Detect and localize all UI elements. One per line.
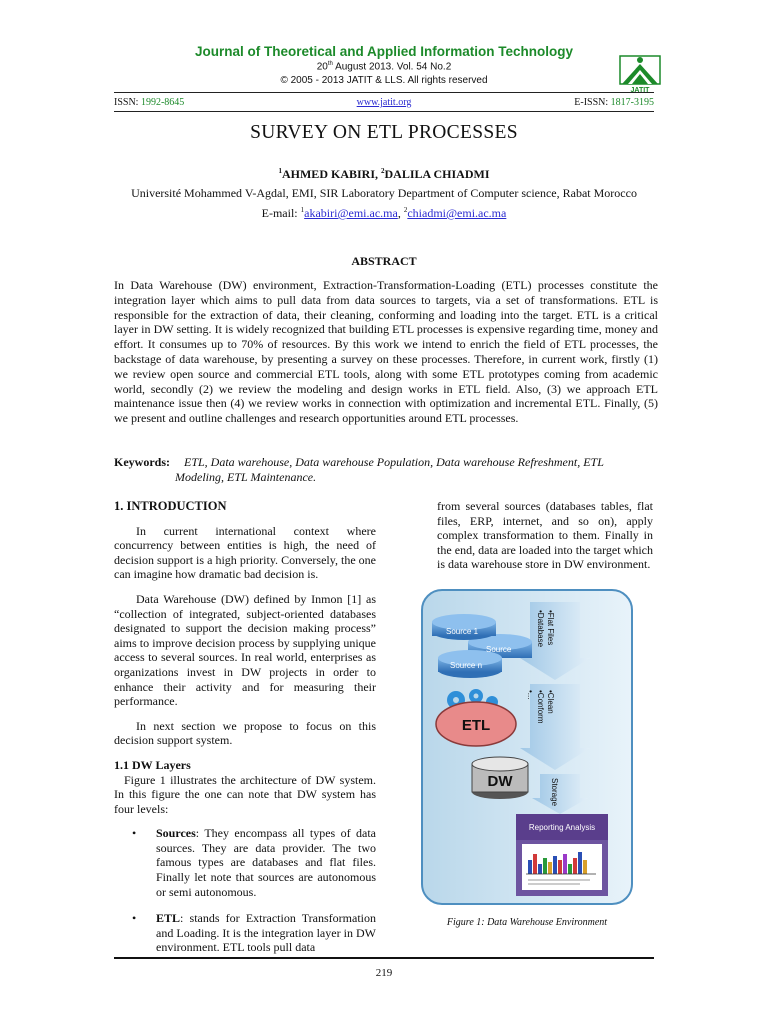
bullet-dot: • [132,826,137,841]
intro-paragraph-1: In current international context where concurrency between entities is high, the need of decision support is a high priority. Conversely, the one can imagine how dramatic bad decision is. [114,523,376,582]
issue-rest: August 2013. Vol. 54 No.2 [332,61,452,73]
abstract-text: In Data Warehouse (DW) environment, Extraction-Transformation-Loading (ETL) processes constitute the integration layer which aims to pull data from data sources to targets, via a set of transformations. ETL is responsible for the extraction of data, their cleaning, conforming and loading into the target. ETL is a critical layer in DW setting. It is widely recognized that building ETL processes is expensive regarding time, money and effort. It consumes up to 70% of resources. By this work we intend to enrich the field of ETL processes, the backstage of data warehouse, by presenting a survey on these processes. Therefore, in current work, firstly (1) we review open source and commercial ETL tools, along with some ETL prototypes coming from academic world, secondly (2) we review the modeling and design works in ETL field. Also, (3) we approach ETL maintenance issue then (4) we review works in connection with optimization and incremental ETL. Finally, (5) we present and outline challenges and research opportunities around ETL processes. [114,278,658,426]
source-n-label: Source n [450,661,483,670]
email-line [0,206,768,221]
left-column [114,499,376,967]
dw-layers-paragraph [114,773,376,817]
keywords-label: Keywords: [114,455,170,469]
conform-label: •Conform [536,690,545,724]
journal-url-link[interactable]: www.jatit.org [356,97,412,108]
more-label: •... [526,690,535,700]
subsection-heading-dw-layers: 1.1 DW Layers [114,757,191,772]
bullet-dot: • [132,911,137,926]
bullet-etl-desc: : stands for Extraction Transformation and Loading. It is the integration layer in DW environment. ETL tools pull data [156,911,376,955]
dw-layers-text: Figure 1 illustrates the architecture of DW system. In this figure the one can note that DW system has four levels: [114,772,376,816]
affiliation: Université Mohammed V-Agdal, EMI, SIR Laboratory Department of Computer science, Rabat Morocco [131,186,637,200]
logo-text: JATIT [630,87,650,94]
author1: AHMED KABIRI, [281,167,381,181]
email2-link[interactable]: chiadmi@emi.ac.ma [407,206,507,220]
storage-label: Storage [550,778,559,807]
keywords-line2: Modeling, ETL Maintenance. [175,470,317,484]
author2: DALILA CHIADMI [384,167,490,181]
etl-label: ETL [461,717,491,734]
email1-num: 1 [300,206,305,214]
author1-num: 1 [278,167,282,175]
eissn-label: E-ISSN: [574,97,611,108]
header-rule-bottom [114,111,654,112]
issn-label: ISSN: [114,97,141,108]
copyright-line: © 2005 - 2013 JATIT & LLS. All rights reserved [280,75,488,86]
header-rule-top [114,92,654,93]
issue-day: 20 [316,61,328,73]
bullet-etl-term: ETL [156,911,181,926]
bullet-etl [132,911,376,955]
authors [0,167,768,182]
clean-label: •Clean [546,690,555,714]
bullet-sources-text [156,826,376,899]
footer-rule [114,957,654,959]
source-2-label: Source [486,645,512,654]
email-label: E-mail: [261,206,301,220]
eissn [574,97,654,108]
bullet-sources-term: Sources [156,826,196,841]
email1-link[interactable]: akabiri@emi.ac.ma [304,206,398,220]
email-sep: , [397,206,404,220]
keywords [114,455,658,485]
page-number: 219 [375,967,393,979]
database-label: •Database [536,610,545,648]
paper-title: SURVEY ON ETL PROCESSES [250,122,518,143]
flat-files-label: •Flat Files [546,610,555,646]
bullet-etl-text [156,911,376,955]
intro-paragraph-3: In next section we propose to focus on this decision support system. [114,718,376,748]
intro-paragraph-2: Data Warehouse (DW) defined by Inmon [1] as “collection of integrated, subject-oriented databases designated to support the decision making process” aims to improve decision process by supplying unique access to several sources. In real world, enterprises as organizations invest in DW projects in order to enhance their activity and for measuring their performance. [114,591,376,709]
source-1-label: Source 1 [446,627,479,636]
bullet-sources-desc: : They encompass all types of data sources. They are data provider. The two famous types are databases and flat files. Finally let note that sources are autonomous or semi autonomous. [156,826,376,899]
abstract-heading: ABSTRACT [351,254,417,268]
author2-num: 2 [381,167,385,175]
eissn-value: 1817-3195 [610,97,654,108]
right-column-paragraph: from several sources (databases tables, flat files, ERP, internet, and so on), apply complex transformation to them. Finally in the end, data are loaded into the target which is data warehouse store in DW environment. [437,499,653,572]
dw-label: DW [487,773,513,790]
section-heading-introduction: 1. INTRODUCTION [114,499,227,513]
jatit-logo [618,50,662,94]
reporting-label: Reporting Analysis [528,823,596,832]
bullet-sources [132,826,376,899]
issn-value: 1992-8645 [140,97,185,108]
email2-num: 2 [403,206,408,214]
issue-day-suffix: th [327,61,333,67]
dw-environment-figure [420,588,634,906]
journal-title: Journal of Theoretical and Applied Information Technology [194,44,574,59]
keywords-line1: ETL, Data warehouse, Data warehouse Population, Data warehouse Refreshment, ETL [184,455,604,469]
figure-caption: Figure 1: Data Warehouse Environment [446,917,608,928]
